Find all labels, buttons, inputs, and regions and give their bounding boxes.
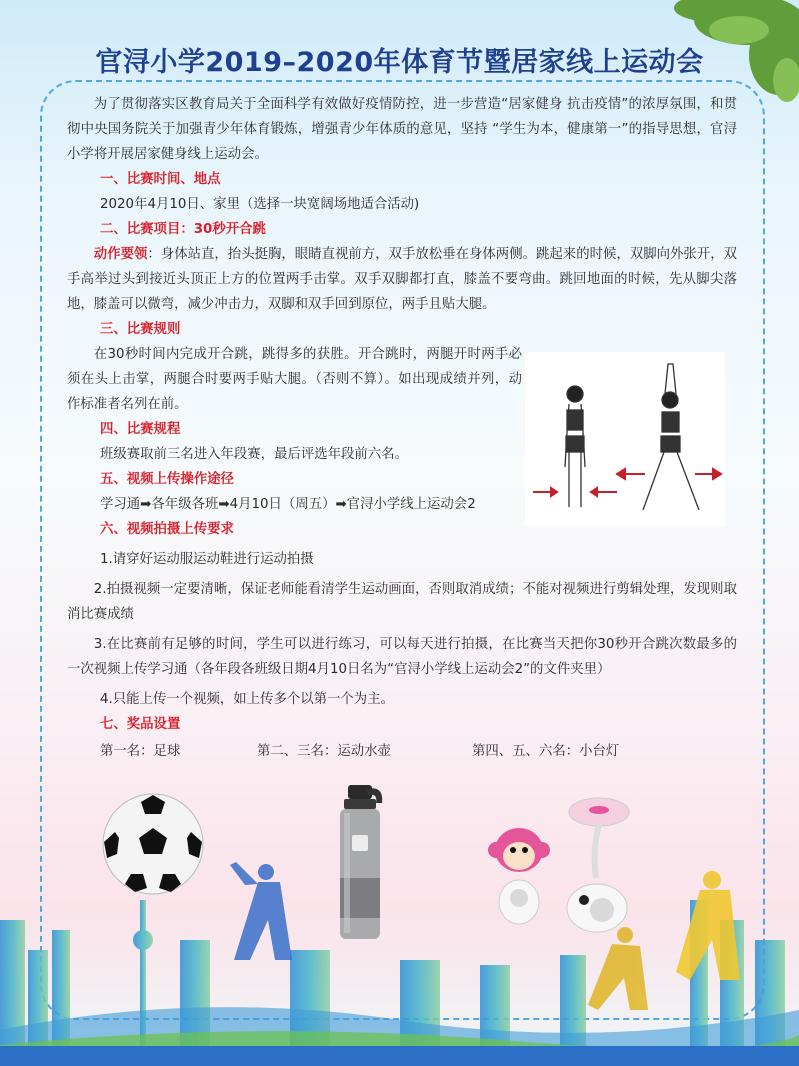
standing-figure-icon xyxy=(565,386,585,507)
section-heading-prizes: 七、奖品设置 xyxy=(100,717,181,732)
prize-second-third: 第二、三名：运动水壶 xyxy=(257,744,391,759)
section-heading-rules: 三、比赛规则 xyxy=(100,322,181,337)
runner-icon xyxy=(230,862,292,960)
section-heading-procedure: 四、比赛规程 xyxy=(100,422,181,437)
jumping-jack-illustration xyxy=(525,352,725,527)
section-text-rules: 在30秒时间内完成开合跳，跳得多的获胜。开合跳时，两腿开时两手必须在头上击掌，两腿合时要两手贴大腿。（否则不算）。如出现成绩并列，动作标准者名列在前。 xyxy=(67,347,522,412)
section-text-upload: 学习通➡各年级各班➡4月10日（周五）➡官浔小学线上运动会2 xyxy=(100,497,476,512)
page-title: 官浔小学2019–2020年体育节暨居家线上运动会 xyxy=(95,47,704,78)
intro-paragraph: 为了贯彻落实区教育局关于全面科学有效做好疫情防控，进一步营造“居家健身 抗击疫情”的浓厚氛围，和贯彻中央国务院关于加强青少年体育锻炼，增强青少年体质的意见，坚持 “学生为本，健康第一”的指导思想，官浔小学将开展居家健身线上运动会。 xyxy=(67,97,737,162)
video-rule-item: 3.在比赛前有足够的时间，学生可以进行练习，可以每天进行拍摄，在比赛当天把你30秒开合跳次数最多的一次视频上传学习通（各年段各班级日期4月10日名为“官浔小学线上运动会2”的文件夹里） xyxy=(67,637,737,677)
technique-text: ：身体站直，抬头挺胸，眼睛直视前方，双手放松垂在身体两侧。跳起来的时候，双脚向外张开，双手高举过头到接近头顶正上方的位置两手击掌。双手双脚都打直，膝盖不要弯曲。跳回地面的时候，先从脚尖落地，膝盖可以微弯，减少冲击力，双脚和双手回到原位，两手且贴大腿。 xyxy=(67,247,738,312)
section-text-time-place: 2020年4月10日、家里（选择一块宽阔场地适合活动) xyxy=(100,197,420,212)
runner-icon xyxy=(588,927,648,1010)
section-heading-time-place: 一、比赛时间、地点 xyxy=(100,172,221,187)
city-skyline-decoration xyxy=(0,860,799,1066)
prize-fourth-sixth: 第四、五、六名：小台灯 xyxy=(472,744,620,759)
section-text-technique xyxy=(67,242,737,317)
video-rule-item: 2.拍摄视频一定要清晰，保证老师能看清学生运动画面，否则取消成绩；不能对视频进行剪辑处理，发现则取消比赛成绩 xyxy=(67,582,737,622)
section-text-procedure: 班级赛取前三名进入年段赛，最后评选年段前六名。 xyxy=(100,447,408,462)
video-rule-item: 4.只能上传一个视频，如上传多个以第一个为主。 xyxy=(100,692,394,707)
section-heading-event: 二、比赛项目：30秒开合跳 xyxy=(100,222,266,237)
section-heading-upload: 五、视频上传操作途径 xyxy=(100,472,234,487)
prize-list xyxy=(67,739,737,764)
video-rule-item: 1.请穿好运动服运动鞋进行运动拍摄 xyxy=(100,552,314,567)
prize-first: 第一名：足球 xyxy=(100,744,181,759)
jumping-figure-icon xyxy=(643,364,699,510)
section-heading-video: 六、视频拍摄上传要求 xyxy=(100,522,234,537)
technique-label: 动作要领 xyxy=(93,247,148,262)
